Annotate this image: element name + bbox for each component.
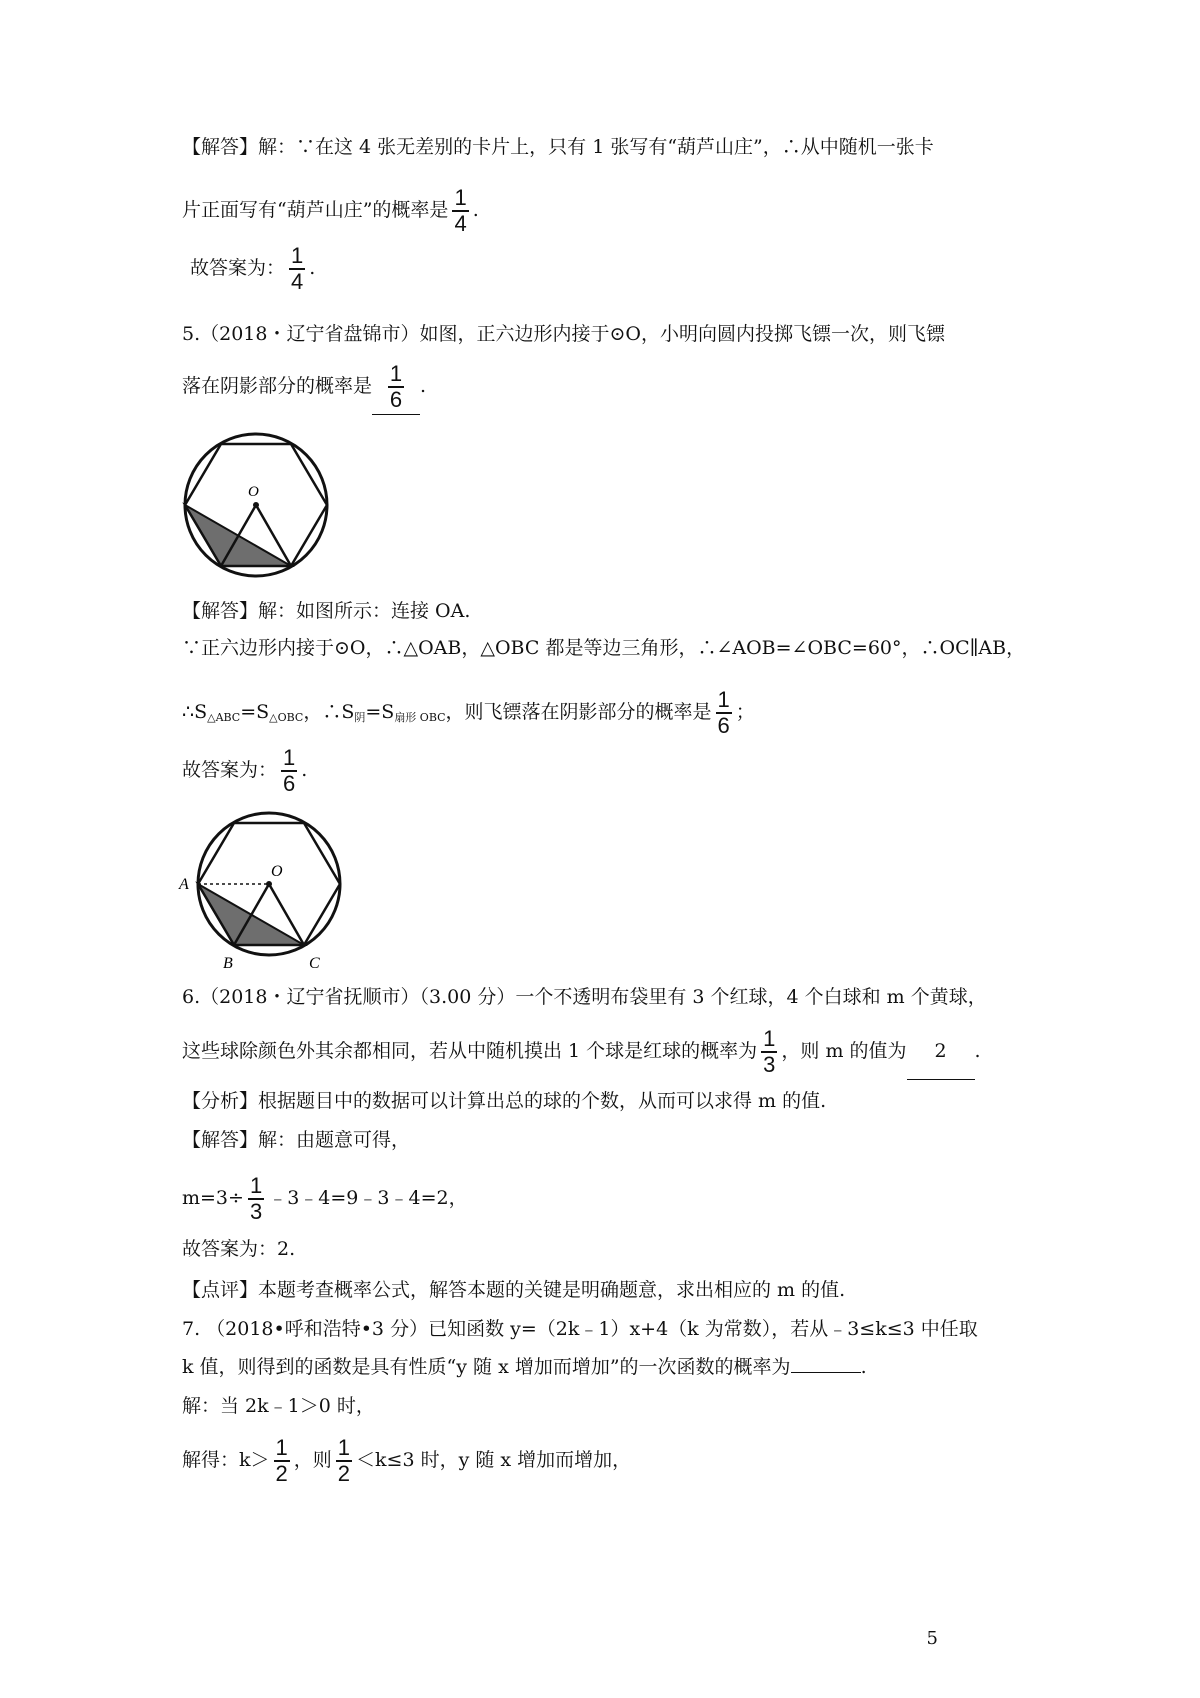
fraction-numerator: 1: [454, 185, 467, 210]
q5-answer-blank: [372, 358, 420, 415]
fraction-denominator: 2: [275, 1461, 288, 1486]
q7-answer-blank: [791, 1354, 861, 1373]
page-number: 5: [926, 1628, 938, 1649]
q4-answer-fraction: [289, 244, 305, 294]
q5-answer-line: [182, 742, 307, 798]
q6-probability-fraction: [761, 1027, 777, 1077]
q7-stem-line-1: 7. （2018•呼和浩特•3 分）已知函数 y=（2k﹣1）x+4（k 为常数），若从﹣3≤k≤3 中任取: [182, 1318, 978, 1340]
q7-fraction-2: [336, 1436, 352, 1486]
q6-calculation: [182, 1170, 468, 1226]
q5-solution-line-1: 【解答】解：如图所示：连接 OA.: [182, 600, 471, 622]
subscript: 扇形 OBC: [394, 711, 446, 724]
q5-answer-label: 故答案为：: [182, 759, 278, 781]
fraction-numerator: 1: [249, 1173, 263, 1198]
q5-period: .: [420, 375, 427, 397]
center-point: [253, 502, 259, 508]
q5-stem-text: 落在阴影部分的概率是: [182, 375, 373, 397]
fraction-denominator: 2: [337, 1461, 351, 1486]
equals-s: =S: [365, 701, 395, 723]
center-point: [266, 881, 272, 887]
q7-sol-b: ，则: [293, 1449, 332, 1471]
q6-calc-a: m=3÷: [182, 1187, 244, 1209]
label-c: C: [309, 955, 320, 972]
q4-solution-line-2: [182, 182, 479, 238]
q5-hexagon-figure: [178, 427, 338, 587]
q6-stem-text: 这些球除颜色外其余都相同，若从中随机摸出 1 个球是红球的概率为: [182, 1040, 758, 1062]
area-s: ∴S: [182, 701, 208, 723]
fraction-denominator: 4: [454, 211, 467, 236]
q4-answer-line: [190, 240, 315, 296]
q5-answer-fraction: [281, 746, 297, 796]
q7-stem-text: k 值，则得到的函数是具有性质“y 随 x 增加而增加”的一次函数的概率为: [182, 1356, 791, 1378]
subscript: 阴: [354, 711, 366, 724]
label-o: O: [248, 484, 259, 500]
q5-answer-end: .: [301, 759, 308, 781]
q7-sol-c: ＜k≤3 时，y 随 x 增加而增加，: [356, 1449, 632, 1471]
q6-answer: 故答案为：2.: [182, 1238, 296, 1260]
fraction-numerator: 1: [337, 1435, 351, 1460]
q4-answer-end: .: [309, 257, 316, 279]
q7-solution-line-1: 解：当 2k﹣1＞0 时，: [182, 1395, 375, 1417]
fraction-denominator: 6: [389, 387, 403, 412]
q5-semicolon: ；: [735, 701, 755, 723]
q4-probability-fraction: [452, 186, 468, 236]
q6-comment: 【点评】本题考查概率公式，解答本题的关键是明确题意，求出相应的 m 的值.: [182, 1279, 846, 1301]
label-o: O: [271, 863, 283, 880]
q5-blank-fraction: [388, 362, 404, 412]
q5-conclusion-text: ，则飞镖落在阴影部分的概率是: [445, 701, 712, 723]
fraction-numerator: 1: [763, 1026, 776, 1051]
q4-solution-text: 片正面写有“葫芦山庄”的概率是: [182, 199, 449, 221]
q4-period: .: [472, 199, 479, 221]
q7-fraction-1: [274, 1436, 290, 1486]
q6-answer-blank: 2: [907, 1023, 975, 1080]
q5-solution-fraction: [716, 688, 732, 738]
q6-calc-fraction: [248, 1174, 264, 1224]
q6-analysis: 【分析】根据题目中的数据可以计算出总的球的个数，从而可以求得 m 的值.: [182, 1090, 827, 1112]
subscript: △ABC: [207, 711, 241, 724]
fraction-denominator: 6: [283, 771, 296, 796]
q7-period: .: [860, 1356, 867, 1378]
q4-answer-label: 故答案为：: [190, 257, 286, 279]
fraction-numerator: 1: [291, 243, 304, 268]
q5-solution-line-2: ∵正六边形内接于⊙O，∴△OAB，△OBC 都是等边三角形，∴∠AOB=∠OBC=60°，∴OC∥AB，: [182, 637, 1026, 659]
q6-stem-line-2: [182, 1023, 981, 1080]
fraction-denominator: 6: [717, 713, 730, 738]
fraction-denominator: 3: [763, 1052, 776, 1077]
fraction-numerator: 1: [283, 745, 296, 770]
label-a: A: [179, 876, 189, 893]
equals-s: =S: [240, 701, 270, 723]
fraction-numerator: 1: [389, 361, 403, 386]
q6-calc-b: ﹣3﹣4=9﹣3﹣4=2，: [268, 1187, 468, 1209]
subscript: △OBC: [269, 711, 304, 724]
fraction-numerator: 1: [275, 1435, 288, 1460]
q7-sol-a: 解得：k＞: [182, 1449, 270, 1471]
label-b: B: [223, 955, 233, 972]
q5-solution-line-3: [182, 684, 755, 746]
q7-stem-line-2: [182, 1353, 867, 1381]
q6-solution-line-1: 【解答】解：由题意可得，: [182, 1129, 411, 1151]
q6-stem-line-1: 6.（2018・辽宁省抚顺市）（3.00 分）一个不透明布袋里有 3 个红球，4 个白球和 m 个黄球，: [182, 986, 987, 1008]
fraction-denominator: 3: [249, 1199, 263, 1224]
q5-solution-figure: [175, 805, 360, 975]
therefore-s: ，∴S: [303, 701, 355, 723]
q4-solution-line-1: 【解答】解：∵在这 4 张无差别的卡片上，只有 1 张写有“葫芦山庄”，∴从中随机一张卡: [182, 136, 934, 158]
q6-period: .: [974, 1040, 981, 1062]
q5-stem-line-2: [182, 358, 426, 415]
q7-solution-line-2: [182, 1432, 631, 1488]
q5-stem-line-1: 5.（2018・辽宁省盘锦市）如图，正六边形内接于⊙O，小明向圆内投掷飞镖一次，则飞镖: [182, 323, 945, 345]
fraction-numerator: 1: [717, 687, 730, 712]
q6-stem-text-b: ，则 m 的值为: [781, 1040, 907, 1062]
fraction-denominator: 4: [291, 269, 304, 294]
